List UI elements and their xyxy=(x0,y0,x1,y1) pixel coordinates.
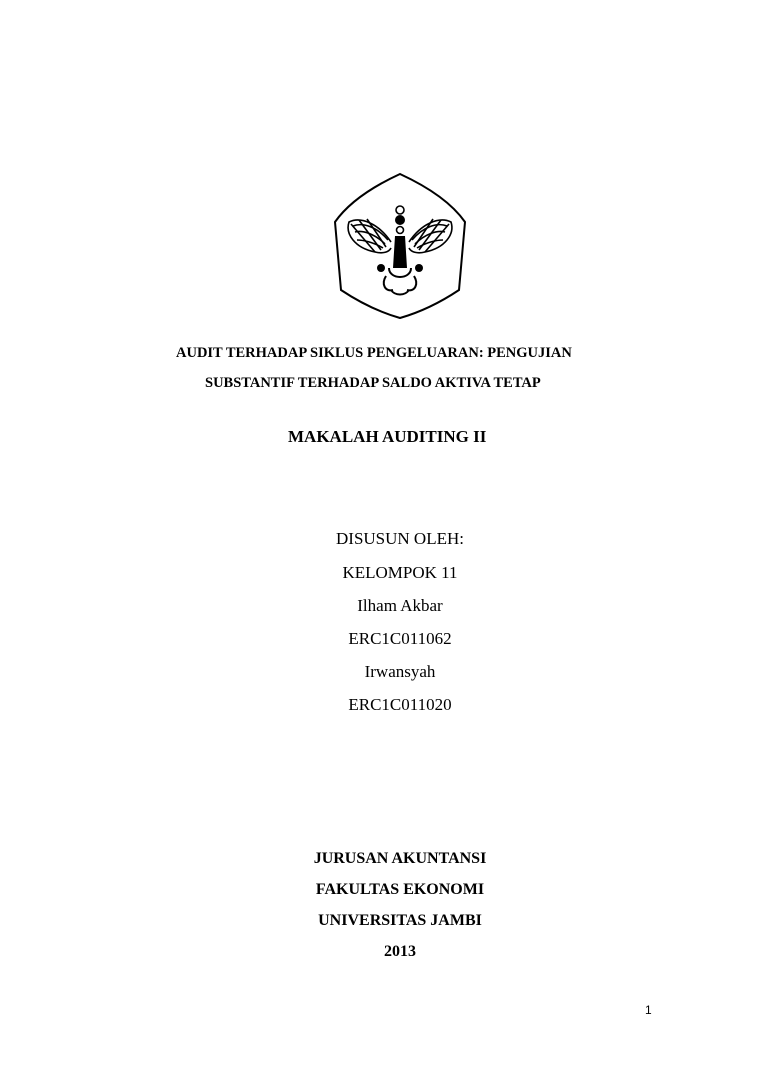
department-name: JURUSAN AKUNTANSI xyxy=(313,850,487,867)
document-year: 2013 xyxy=(384,943,416,960)
group-name: KELOMPOK 11 xyxy=(342,563,458,582)
author-id: ERC1C011062 xyxy=(348,629,452,648)
university-emblem-icon xyxy=(331,172,469,320)
document-subtitle: MAKALAH AUDITING II xyxy=(288,427,487,446)
authors-heading: DISUSUN OLEH: xyxy=(336,529,464,548)
author-name: Ilham Akbar xyxy=(357,596,443,615)
title-line-2: SUBSTANTIF TERHADAP SALDO AKTIVA TETAP xyxy=(205,375,541,391)
title-line-1: AUDIT TERHADAP SIKLUS PENGELUARAN: PENGUJIAN xyxy=(176,345,572,361)
university-name: UNIVERSITAS JAMBI xyxy=(318,912,482,929)
faculty-name: FAKULTAS EKONOMI xyxy=(315,881,485,898)
author-id: ERC1C011020 xyxy=(348,695,452,714)
author-name: Irwansyah xyxy=(364,662,436,681)
page-number: 1 xyxy=(645,1003,652,1017)
